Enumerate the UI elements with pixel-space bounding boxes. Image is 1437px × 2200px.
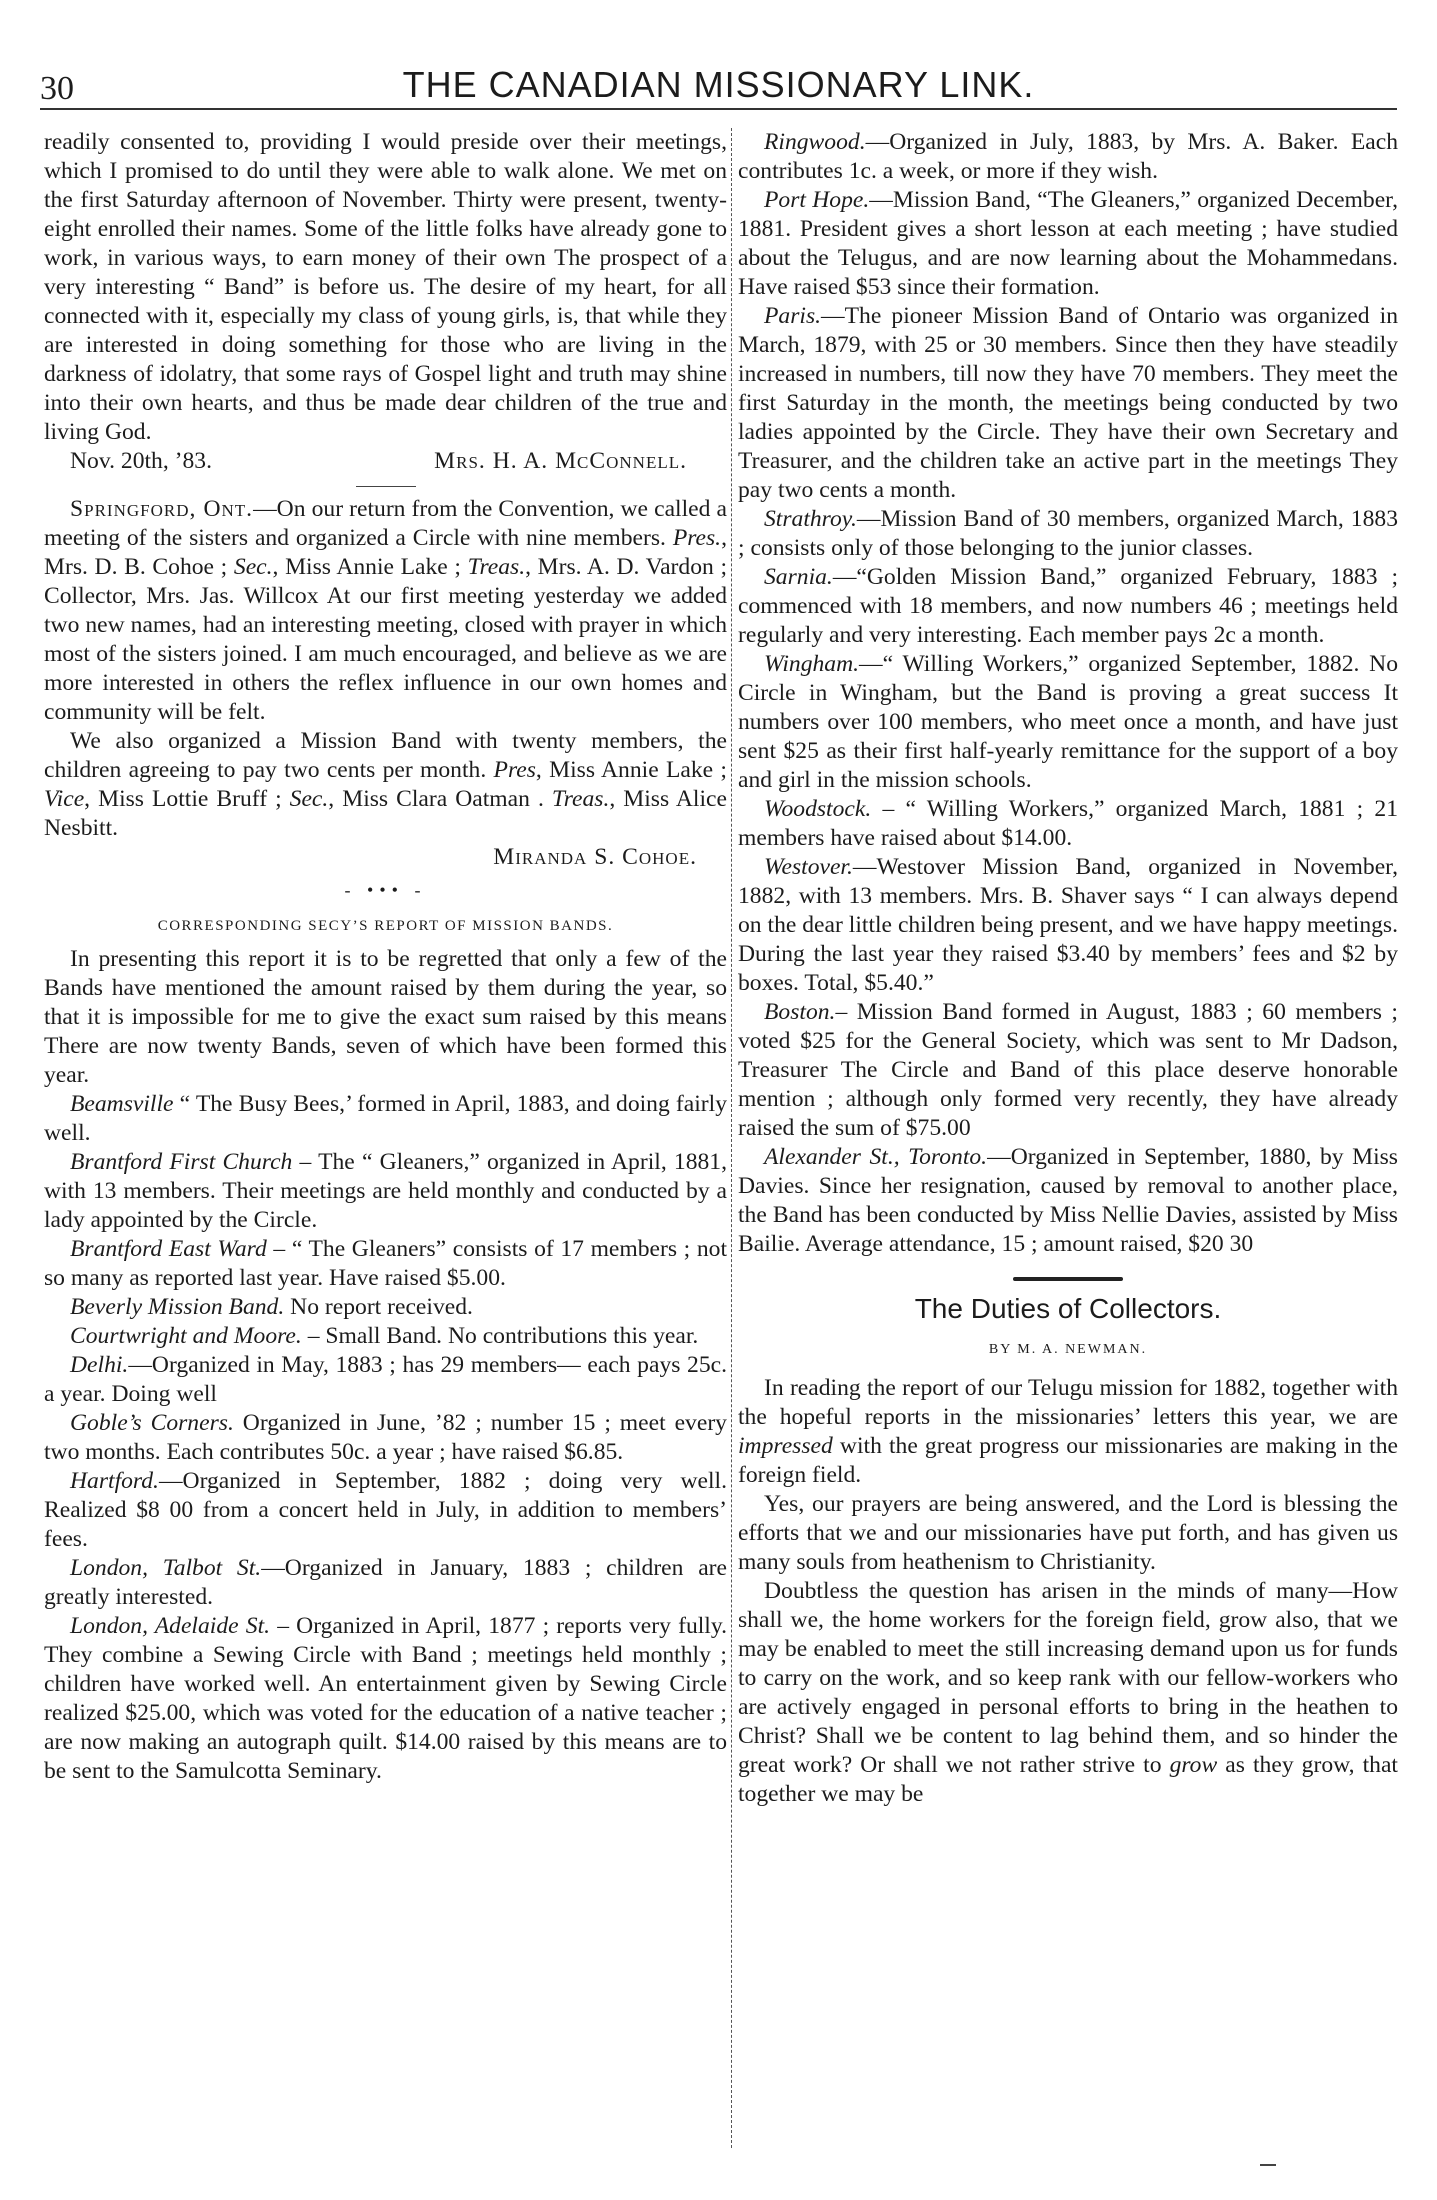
band-name: Westover. <box>764 854 853 880</box>
band-text: —Mission Band of 30 members, organized March, 1883 ; consists only of those belonging to the junior classes. <box>738 506 1398 561</box>
band-entry <box>738 650 1398 795</box>
column-divider <box>731 128 732 2148</box>
band-entry <box>738 795 1398 853</box>
band-entry <box>44 1554 727 1612</box>
report-heading: CORRESPONDING SECY’S REPORT OF MISSION BANDS. <box>157 918 614 934</box>
band-entry <box>44 1322 727 1351</box>
band-name: Beamsville <box>70 1091 174 1117</box>
band-text: —Organized in September, 1880, by Miss Davies. Since her resignation, caused by removal to another place, the Band has been conducted by Miss Nellie Davies, assisted by Miss Bailie. Average attendance, 15 ; amount raised, $20 30 <box>738 1144 1398 1257</box>
band-name: Alexander St., Toronto. <box>764 1144 988 1170</box>
band-text: —“ Willing Workers,” organized September, 1882. No Circle in Wingham, but the Band is proving a great success It numbers over 100 members, who meet once a month, and have just sent $25 as their first half-yearly remittance for the support of a boy and girl in the mission schools. <box>738 651 1398 793</box>
band-text: – Small Band. No contributions this year. <box>301 1323 699 1349</box>
band-text: —Organized in May, 1883 ; has 29 members— each pays 25c. a year. Doing well <box>44 1352 727 1407</box>
header-rule <box>40 108 1397 110</box>
footer-mark <box>1260 2164 1276 2166</box>
band-name: Courtwright and Moore. <box>70 1323 302 1349</box>
band-text: —The pioneer Mission Band of Ontario was organized in March, 1879, with 25 or 30 members. Since then they have steadily increased in numbers, till now they have 70 members. They meet the first Saturday in the month, the meetings being conducted by two ladies appointed by the Circle. They have their own Secretary and Treasurer, and the children take an active part in the meetings They pay two cents a month. <box>738 303 1398 503</box>
band-name: Paris. <box>764 303 822 329</box>
band-text: —Organized in September, 1882 ; doing very well. Realized $8 00 from a concert held in July, in addition to members’ fees. <box>44 1468 727 1552</box>
band-name: Sarnia. <box>764 564 833 590</box>
band-name: London, Talbot St. <box>70 1555 262 1581</box>
band-text: – “ Willing Workers,” organized March, 1881 ; 21 members have raised about $14.00. <box>738 796 1398 851</box>
band-name: Delhi. <box>70 1352 129 1378</box>
section-ornament: - ••• - <box>344 880 427 900</box>
band-entry <box>738 998 1398 1143</box>
band-entry <box>738 1143 1398 1259</box>
band-entry <box>738 128 1398 186</box>
band-entry <box>44 1293 727 1322</box>
band-text: —“Golden Mission Band,” organized February, 1883 ; commenced with 18 members, and now numbers 46 ; meetings held regularly and very interesting. Each member pays 2c a month. <box>738 564 1398 648</box>
article-title: The Duties of Collectors. <box>914 1293 1222 1324</box>
band-name: Brantford East Ward <box>70 1236 267 1262</box>
springford-letter: Springford, Ont.—On our return from the Convention, we called a meeting of the sisters and organized a Circle with nine members. Pres., Mrs. D. B. Cohoe ; Sec., Miss Annie Lake ; Treas., Mrs. A. D. Vardon ; Collector, Mrs. Jas. Willcox At our first meeting yesterday we added two new names, had an interesting meeting, closed with prayer in which most of the sisters joined. I am much encouraged, and believe as we are more interested in others the reflex influence in our own homes and community will be felt. <box>44 496 727 725</box>
band-text: —Mission Band, “The Gleaners,” organized December, 1881. President gives a short lesson at each meeting ; have studied about the Telugus, and are now learning about the Mohammedans. Have raised $53 since their formation. <box>738 187 1398 300</box>
left-column <box>44 128 727 2130</box>
band-text: —Organized in July, 1883, by Mrs. A. Baker. Each contributes 1c. a week, or more if they wish. <box>738 129 1398 184</box>
band-entry <box>44 1235 727 1293</box>
band-name: Beverly Mission Band. <box>70 1294 285 1320</box>
band-name: London, Adelaide St. <box>70 1613 271 1639</box>
left-band-list <box>44 1090 727 1786</box>
band-text: Organized in June, ’82 ; number 15 ; meet every two months. Each contributes 50c. a year ; have raised $6.85. <box>44 1410 727 1465</box>
band-text: – The “ Gleaners,” organized in April, 1881, with 13 members. Their meetings are held monthly and conducted by a lady appointed by the Circle. <box>44 1149 727 1233</box>
signature-row <box>44 447 727 476</box>
band-text: – “ The Gleaners” consists of 17 members ; not so many as reported last year. Have raised $5.00. <box>44 1236 727 1291</box>
band-name: Strathroy. <box>764 506 857 532</box>
mission-band-paragraph: We also organized a Mission Band with twenty members, the children agreeing to pay two cents per month. Pres, Miss Annie Lake ; Vice, Miss Lottie Bruff ; Sec., Miss Clara Oatman . Treas., Miss Alice Nesbitt. <box>44 728 727 841</box>
continued-paragraph: readily consented to, providing I would preside over their meetings, which I promised to do until they were able to walk alone. We met on the first Saturday afternoon of November. Thirty were present, twenty-eight enrolled their names. Some of the little folks have already gone to work, in various ways, to earn money of their own The prospect of a very interesting “ Band” is before us. The desire of my heart, for all connected with it, especially my class of young girls, is, that while they are interested in doing something for those who are living in the darkness of idolatry, that some rays of Gospel light and truth may shine into their own hearts, and thus be made dear children of the true and living God. <box>44 129 727 445</box>
band-entry <box>44 1351 727 1409</box>
band-name: Boston. <box>764 999 836 1025</box>
signature-cohoe: Miranda S. Cohoe. <box>493 844 697 870</box>
band-entry <box>44 1409 727 1467</box>
article-paragraph: Yes, our prayers are being answered, and the Lord is blessing the efforts that we and our missionaries have put forth, and has given us many souls from heathenism to Christianity. <box>738 1491 1398 1575</box>
band-entry <box>738 505 1398 563</box>
band-entry <box>738 186 1398 302</box>
article-paragraph: In reading the report of our Telugu mission for 1882, together with the hopeful reports in the missionaries’ letters this year, we are impressed with the great progress our missionaries are making in the foreign field. <box>738 1375 1398 1488</box>
band-entry <box>738 563 1398 650</box>
running-title: THE CANADIAN MISSIONARY LINK. <box>402 64 1035 105</box>
band-entry <box>738 853 1398 998</box>
signature-name: Mrs. H. A. McConnell. <box>434 448 687 474</box>
right-band-list <box>738 128 1398 1259</box>
band-text: “ The Busy Bees,’ formed in April, 1883, and doing fairly well. <box>44 1091 727 1146</box>
band-entry <box>738 302 1398 505</box>
band-name: Brantford First Church <box>70 1149 293 1175</box>
page-number: 30 <box>40 70 74 107</box>
band-entry <box>44 1148 727 1235</box>
right-column <box>738 128 1398 2130</box>
band-entry <box>44 1090 727 1148</box>
band-text: No report received. <box>284 1294 473 1320</box>
report-intro: In presenting this report it is to be regretted that only a few of the Bands have mentioned the amount raised by them during the year, so that it is impossible for me to give the exact sum raised by this means There are now twenty Bands, seven of which have been formed this year. <box>44 946 727 1088</box>
article-paragraph: Doubtless the question has arisen in the minds of many—How shall we, the home workers for the foreign field, grow also, that we may be enabled to meet the still increasing demand upon us for funds to carry on the work, and so keep rank with our fellow-workers who are actively engaged in personal efforts to bring in the heathen to Christ? Shall we be content to lag behind them, and so hinder the great work? Or shall we not rather strive to grow as they grow, that together we may be <box>738 1578 1398 1807</box>
article-byline: BY M. A. NEWMAN. <box>988 1342 1148 1357</box>
short-divider <box>356 486 416 487</box>
band-name: Ringwood. <box>764 129 866 155</box>
band-text: —Westover Mission Band, organized in November, 1882, with 13 members. Mrs. B. Shaver says “ I can always depend on the dear little children being present, and we have happy meetings. During the last year they raised $3.40 by members’ fees and $2 by boxes. Total, $5.40.” <box>738 854 1398 996</box>
springford-heading: Springford, Ont. <box>70 496 254 522</box>
band-text: – Mission Band formed in August, 1883 ; 60 members ; voted $25 for the General Society, which was sent to Mr Dadson, Treasurer The Circle and Band of this place deserve honorable mention ; although only formed very recently, they have already raised the sum of $75.00 <box>738 999 1398 1141</box>
band-name: Hartford. <box>70 1468 159 1494</box>
band-entry <box>44 1467 727 1554</box>
band-entry <box>44 1612 727 1786</box>
band-text: – Organized in April, 1877 ; reports very fully. They combine a Sewing Circle with Band ; meetings held monthly ; children have worked well. An entertainment given by Sewing Circle realized $25.00, which was voted for the education of a native teacher ; are now making an autograph quilt. $14.00 raised by this means are to be sent to the Samulcotta Seminary. <box>44 1613 727 1784</box>
band-text: —Organized in January, 1883 ; children are greatly interested. <box>44 1555 727 1610</box>
band-name: Goble’s Corners. <box>70 1410 234 1436</box>
band-name: Wingham. <box>764 651 860 677</box>
article-ornament <box>1013 1277 1123 1281</box>
band-name: Woodstock. <box>764 796 872 822</box>
signature-date: Nov. 20th, ’83. <box>70 448 212 474</box>
band-name: Port Hope. <box>764 187 870 213</box>
